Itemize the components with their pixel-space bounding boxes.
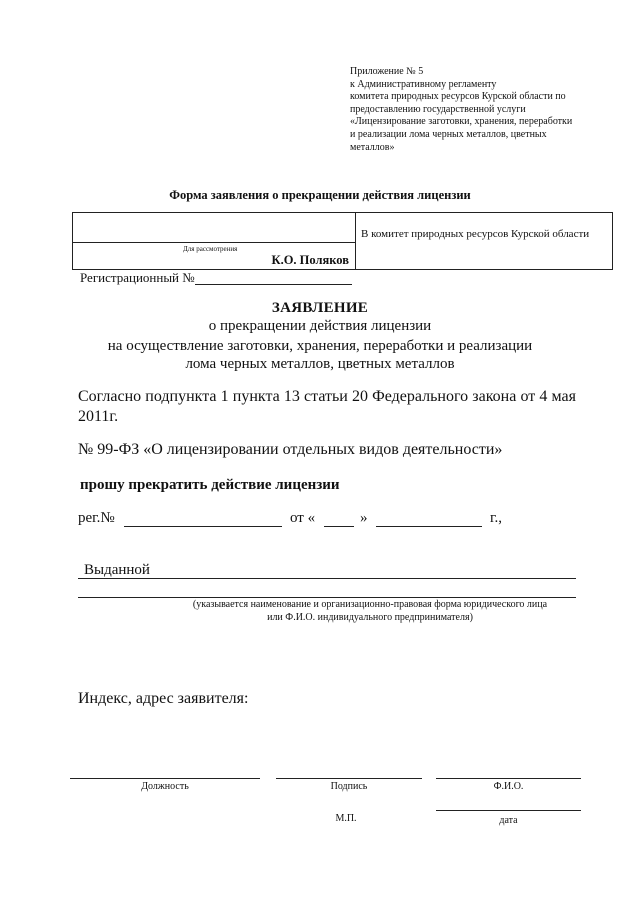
stamp-caption: М.П. <box>335 813 357 824</box>
month-field[interactable] <box>376 526 482 527</box>
note-line: (указывается наименование и организационно-правовая форма юридического лица <box>192 599 548 610</box>
date-field[interactable] <box>436 810 581 811</box>
for-consideration-label: Для рассмотрения <box>183 245 238 253</box>
divider <box>73 242 355 243</box>
full-name-caption: Ф.И.О. <box>493 781 524 792</box>
annex-line: металлов» <box>350 141 395 153</box>
issued-label: Выданной <box>84 562 150 578</box>
registration-label: Регистрационный № <box>80 270 195 285</box>
annex-line: «Лицензирование заготовки, хранения, переработки <box>350 116 573 128</box>
issued-to-field[interactable] <box>78 578 576 579</box>
address-label: Индекс, адрес заявителя: <box>78 690 249 707</box>
quote-close: » <box>360 510 368 526</box>
header-left-cell <box>73 213 356 269</box>
statement-subtitle: лома черных металлов, цветных металлов <box>185 356 455 372</box>
annex-line: Приложение № 5 <box>350 66 424 77</box>
year-suffix: г., <box>490 510 502 526</box>
full-name-field[interactable] <box>436 778 581 779</box>
license-number-field[interactable] <box>124 526 282 527</box>
issued-note <box>0 599 640 624</box>
annex-block <box>350 66 610 154</box>
note-line: или Ф.И.О. индивидуального предпринимателя) <box>267 611 473 623</box>
law-reference: Согласно подпункта 1 пункта 13 статьи 20 Федерального закона от 4 мая 2011г. <box>78 388 576 425</box>
position-field[interactable] <box>70 778 260 779</box>
reg-label: рег.№ <box>78 510 115 526</box>
annex-line: к Административному регламенту <box>350 78 497 90</box>
form-title: Форма заявления о прекращении действия лицензии <box>169 188 471 202</box>
signature-field[interactable] <box>276 778 422 779</box>
statement-title: ЗАЯВЛЕНИЕ <box>271 300 369 316</box>
statement-subtitle: о прекращении действия лицензии <box>208 318 432 334</box>
statement-subtitle: на осуществление заготовки, хранения, переработки и реализации <box>107 338 533 354</box>
law-name: № 99-ФЗ «О лицензировании отдельных видов деятельности» <box>78 441 503 458</box>
annex-line: и реализации лома черных металлов, цветных <box>350 128 547 140</box>
date-caption: дата <box>499 815 518 826</box>
day-field[interactable] <box>324 526 354 527</box>
from-label: от « <box>290 510 316 526</box>
registration-number-field[interactable] <box>195 284 352 285</box>
position-caption: Должность <box>141 781 189 792</box>
addressee: В комитет природных ресурсов Курской области <box>361 228 590 240</box>
annex-line: предоставлению государственной услуги <box>350 103 526 115</box>
signature-caption: Подпись <box>330 781 368 792</box>
request-text: прошу прекратить действие лицензии <box>80 477 340 493</box>
official-name: К.О. Поляков <box>271 253 349 267</box>
issued-to-field-line2[interactable] <box>78 597 576 598</box>
header-table <box>72 212 613 270</box>
annex-line: комитета природных ресурсов Курской области по <box>350 91 566 103</box>
